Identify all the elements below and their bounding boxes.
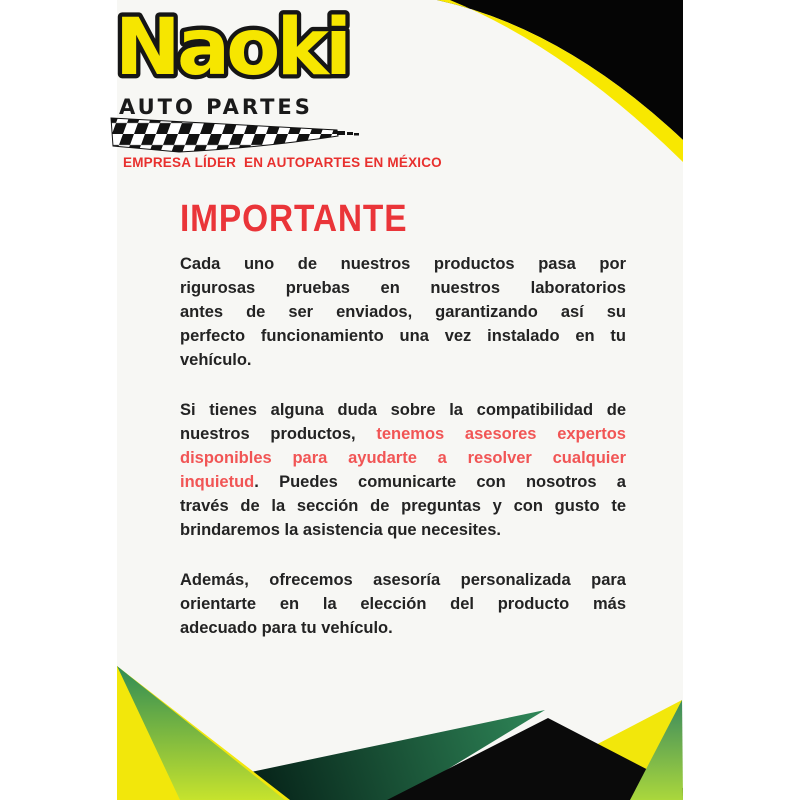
paragraph-line bbox=[180, 324, 626, 348]
paragraph-line bbox=[180, 398, 626, 422]
body-text: Si tienes alguna duda sobre la compatibilidad de bbox=[180, 401, 626, 419]
paragraph-line bbox=[180, 494, 626, 518]
body-copy bbox=[180, 252, 626, 640]
paragraph-line bbox=[180, 470, 626, 494]
body-text: . Puedes comunicarte con nosotros a bbox=[254, 473, 626, 491]
highlighted-text: inquietud bbox=[180, 473, 255, 491]
body-text: antes de ser enviados, garantizando así su bbox=[180, 303, 626, 321]
paragraph-line bbox=[180, 568, 626, 592]
body-text: brindaremos la asistencia que necesites. bbox=[180, 521, 501, 539]
paragraph-line bbox=[180, 348, 626, 372]
important-heading-text: IMPORTANTE bbox=[180, 198, 408, 240]
body-text: rigurosas pruebas en nuestros laboratorios bbox=[180, 279, 626, 297]
paragraph-line bbox=[180, 592, 626, 616]
paragraph-line bbox=[180, 518, 626, 542]
body-text: vehículo. bbox=[180, 351, 252, 369]
paragraph-line bbox=[180, 422, 626, 446]
logo-wordmark-text: Naoki bbox=[114, 0, 349, 93]
flag-tail-dash bbox=[347, 132, 353, 135]
highlighted-text: tenemos asesores expertos bbox=[376, 425, 626, 443]
naoki-logo bbox=[113, 1, 353, 97]
paragraph-line bbox=[180, 276, 626, 300]
body-text: Además, ofrecemos asesoría personalizada para bbox=[180, 571, 626, 589]
paragraph-line bbox=[180, 616, 626, 640]
paragraph-quality bbox=[180, 252, 626, 372]
paragraph-support bbox=[180, 398, 626, 542]
bottom-decoration bbox=[117, 660, 683, 800]
body-text: nuestros productos, bbox=[180, 425, 377, 443]
body-text: orientarte en la elección del producto más bbox=[180, 595, 626, 613]
highlighted-text: disponibles para ayudarte a resolver cualquier bbox=[180, 449, 626, 467]
paragraph-line bbox=[180, 252, 626, 276]
checkered-flag-icon bbox=[109, 112, 361, 156]
body-text: perfecto funcionamiento una vez instalado en tu bbox=[180, 327, 626, 345]
flag-body bbox=[111, 118, 338, 152]
important-heading bbox=[180, 198, 626, 241]
paragraph-advice bbox=[180, 568, 626, 640]
body-text: adecuado para tu vehículo. bbox=[180, 619, 393, 637]
brand-tagline: EMPRESA LÍDER EN AUTOPARTES EN MÉXICO bbox=[123, 155, 442, 170]
paragraph-line bbox=[180, 300, 626, 324]
flag-tail-dash bbox=[354, 133, 359, 136]
body-text: Cada uno de nuestros productos pasa por bbox=[180, 255, 626, 273]
flyer-card bbox=[114, 0, 683, 800]
flag-tail-dash bbox=[337, 131, 345, 135]
logo-subtitle: AUTO PARTES bbox=[119, 95, 313, 119]
paragraph-line bbox=[180, 446, 626, 470]
body-text: través de la sección de preguntas y con gusto te bbox=[180, 497, 626, 515]
